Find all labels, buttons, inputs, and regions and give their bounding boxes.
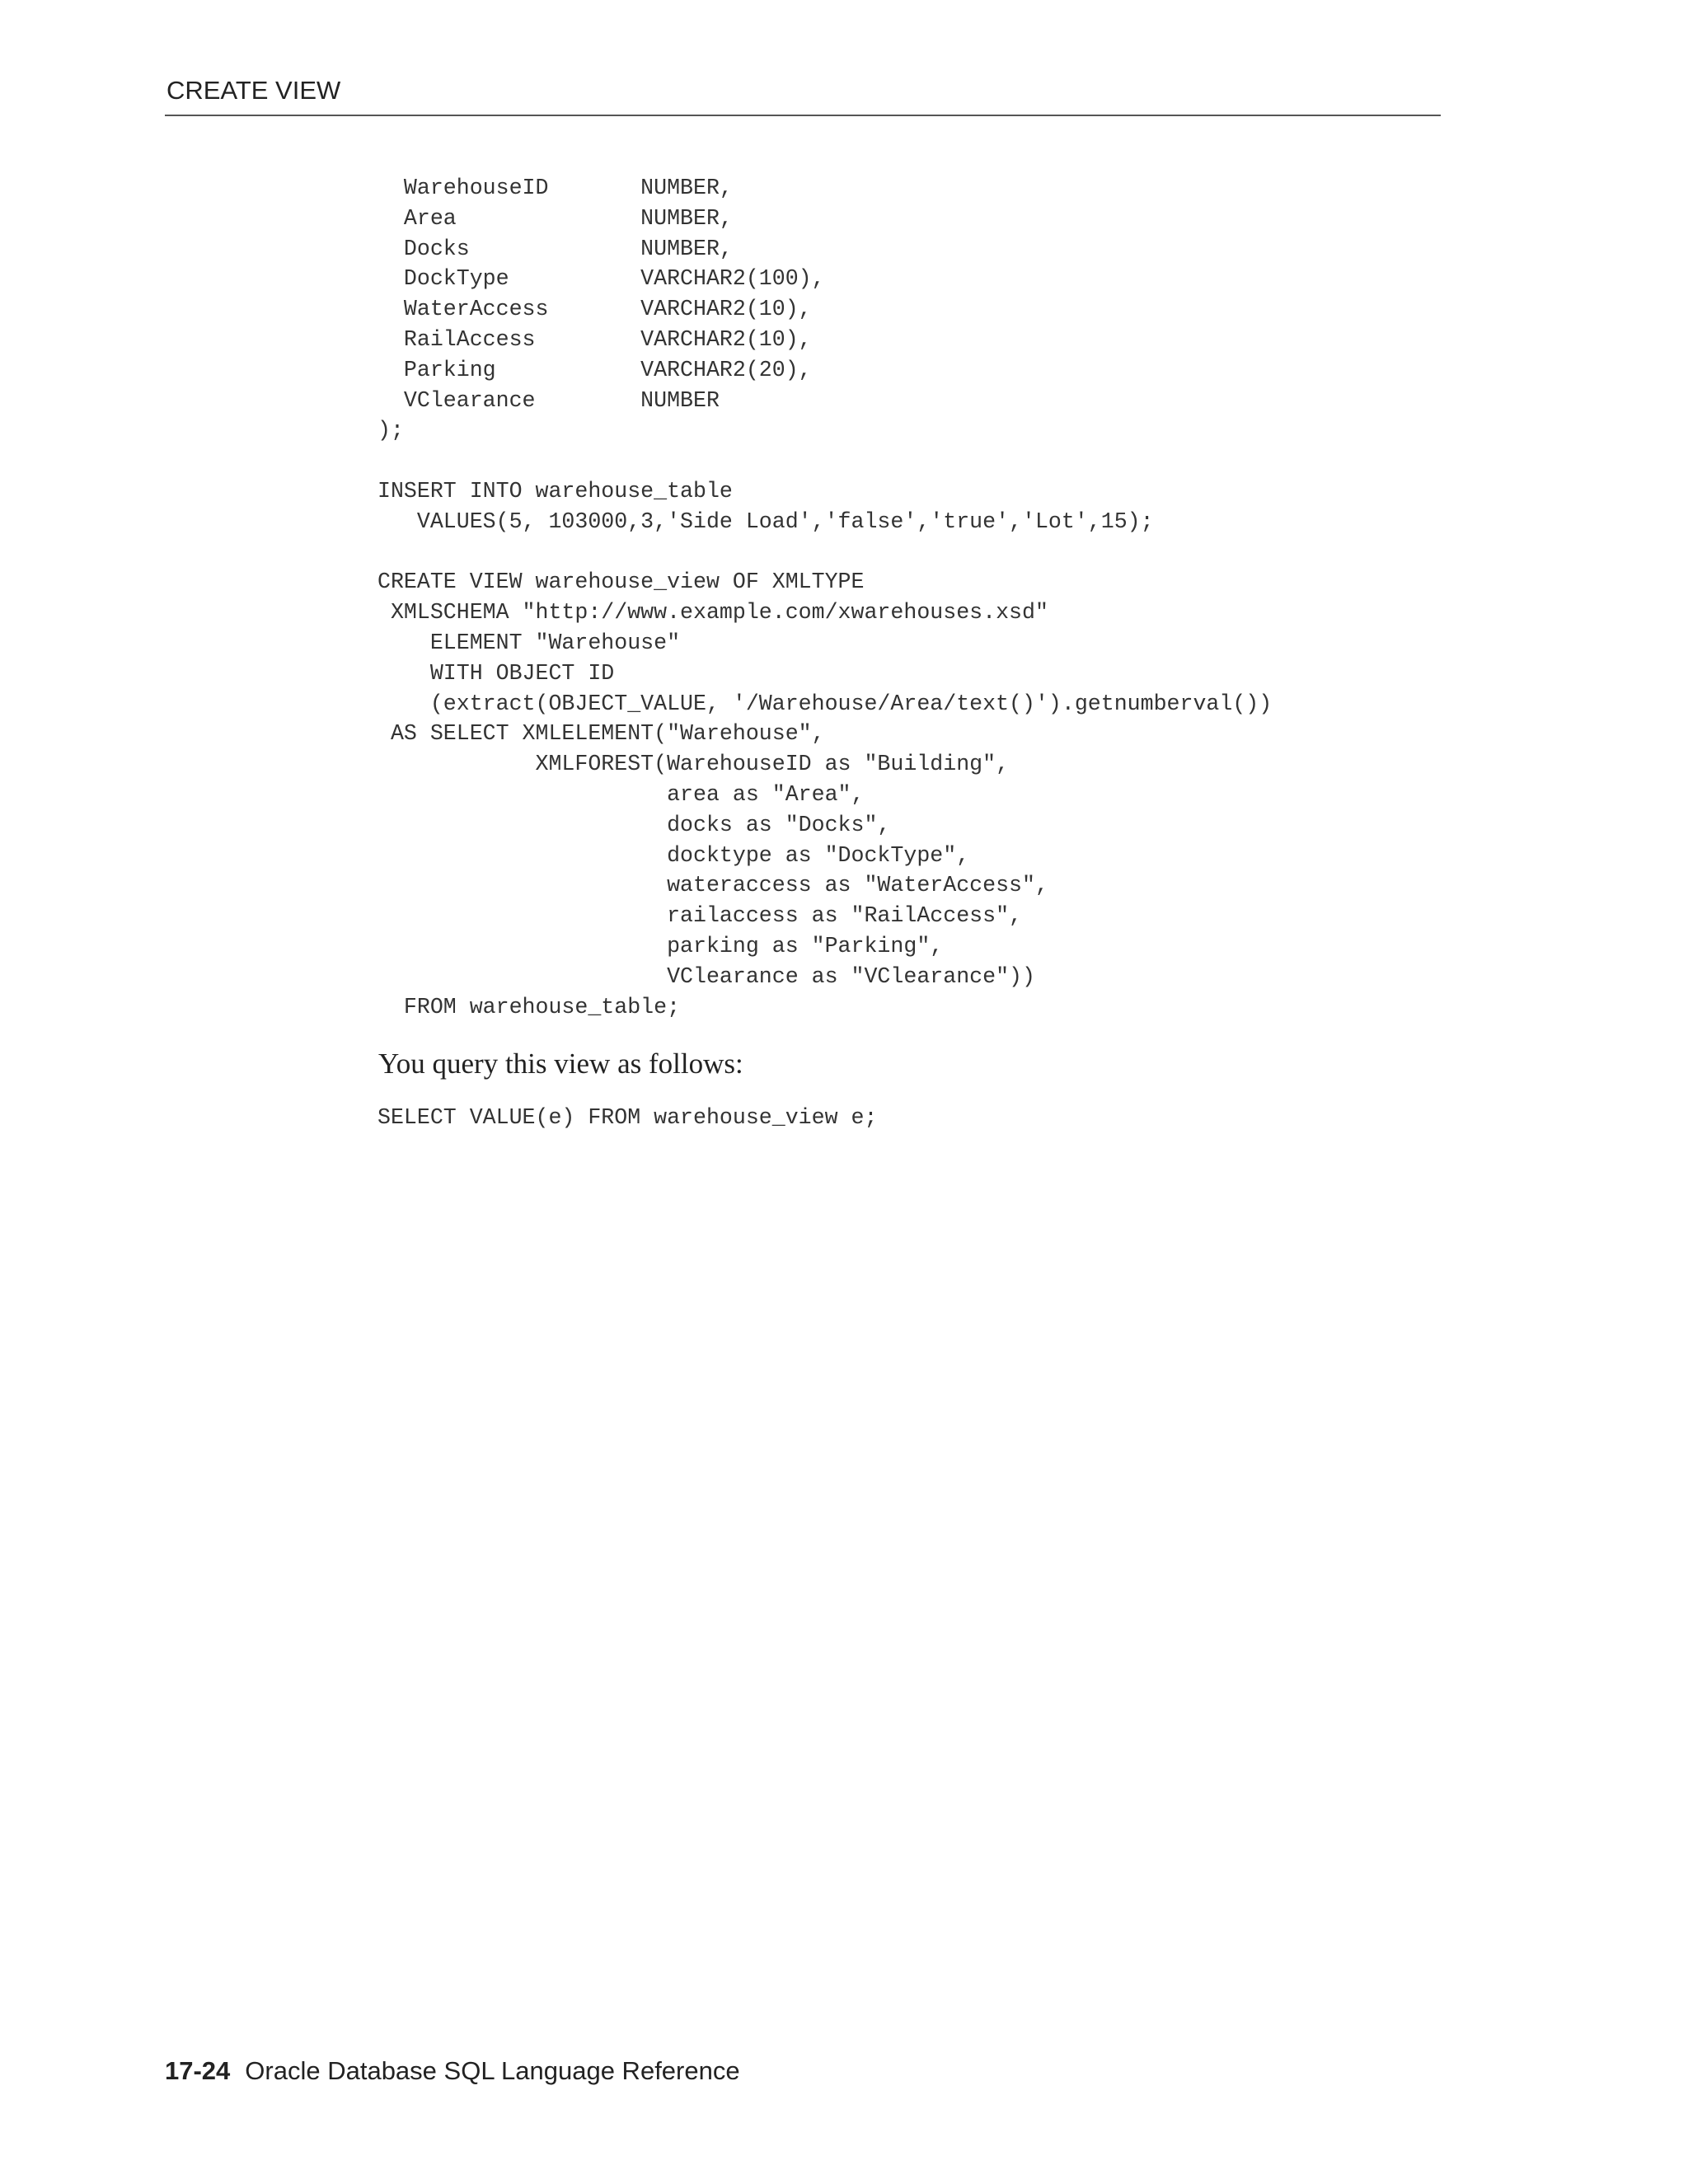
running-head: CREATE VIEW (166, 76, 341, 105)
page-number: 17-24 (165, 2056, 231, 2085)
code-example-create-view: WarehouseID NUMBER, Area NUMBER, Docks NUMBER, DockType VARCHAR2(100), WaterAccess VARCHAR2(10), RailAccess VARCHAR2(10), Parking VARCHAR2(20), VClearance NUMBER ); INSERT INTO warehouse_table VALUES(5, 103000,3,'Side Load','false','true','Lot',15); CREATE VIEW warehouse_view OF XMLTYPE XMLSCHEMA "http://www.example.com/xwarehouses.xsd" ELEMENT "Warehouse" WITH OBJECT ID (extract(OBJECT_VALUE, '/Warehouse/Area/text()').getnumberval()) AS SELECT XMLELEMENT("Warehouse", XMLFOREST(WarehouseID as "Building", area as "Area", docks as "Docks", docktype as "DockType", wateraccess as "WaterAccess", railaccess as "RailAccess", parking as "Parking", VClearance as "VClearance")) FROM warehouse_table; (377, 176, 1273, 1019)
page-footer (165, 2056, 740, 2086)
body-paragraph: You query this view as follows: (378, 1047, 743, 1080)
book-title: Oracle Database SQL Language Reference (245, 2056, 740, 2085)
header-rule (165, 115, 1441, 116)
code-example-select: SELECT VALUE(e) FROM warehouse_view e; (377, 1105, 878, 1130)
